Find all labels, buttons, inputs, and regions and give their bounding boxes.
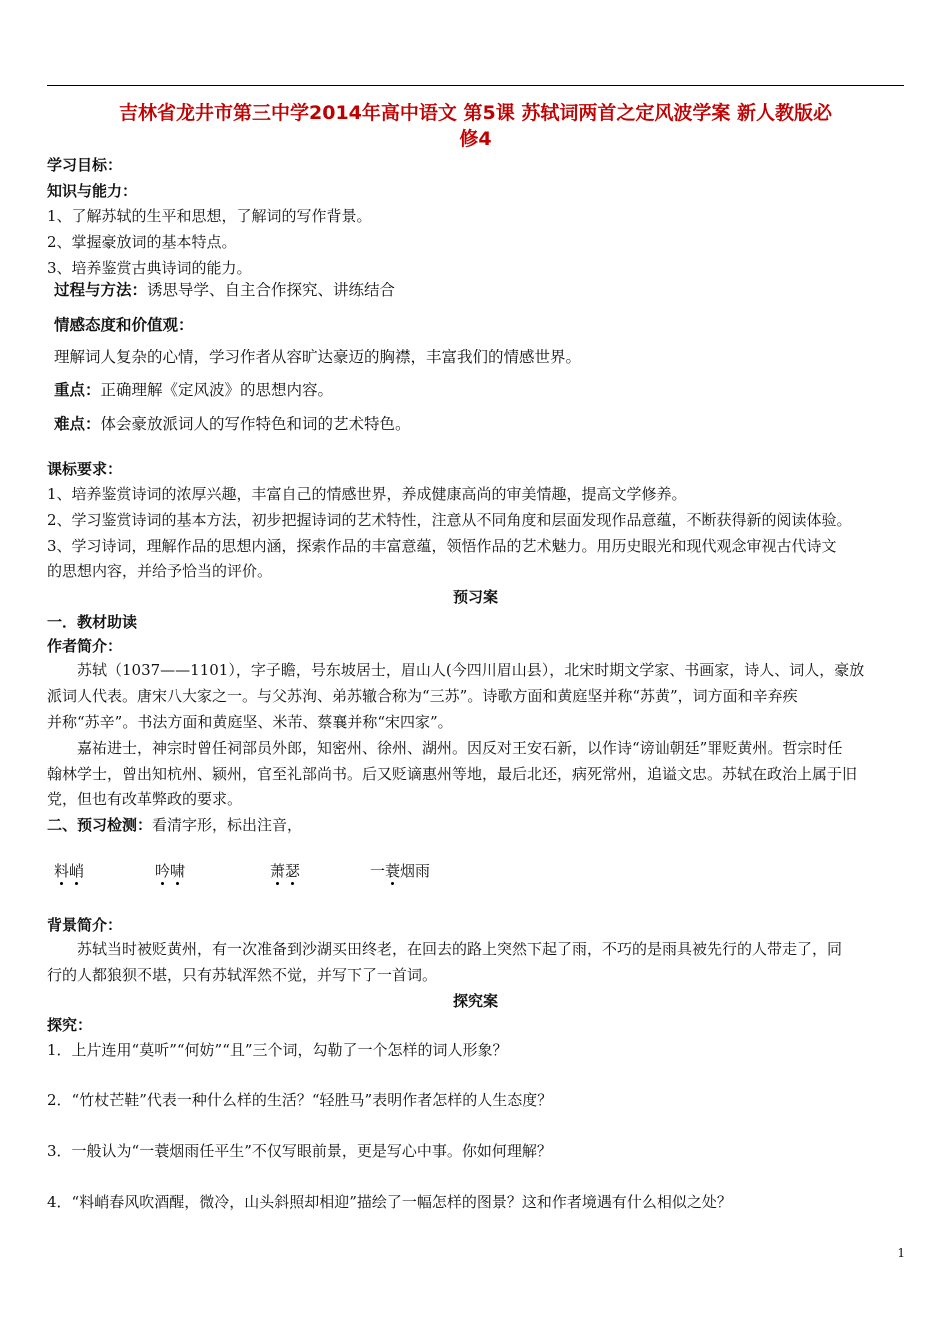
section2-label: 二、预习检测： [47, 816, 153, 834]
background-line-1: 苏轼当时被贬黄州，有一次准备到沙湖买田终老，在回去的路上突然下起了雨，不巧的是雨具被先行的人带走了，同 [77, 940, 843, 958]
knowledge-heading: 知识与能力： [47, 182, 138, 200]
author-line-4: 嘉祐进士，神宗时曾任祠部员外郎，知密州、徐州、湖州。因反对王安石新，以作诗“谤讪朝廷”罪贬黄州。哲宗时任 [77, 739, 843, 757]
standard-item-1: 1、培养鉴赏诗词的浓厚兴趣，丰富自己的情感世界，养成健康高尚的审美情趣，提高文学修养。 [47, 485, 687, 503]
question-2: 2．“竹杖芒鞋”代表一种什么样的生活？“轻胜马”表明作者怎样的人生态度？ [47, 1091, 553, 1109]
author-heading: 作者简介： [47, 637, 123, 655]
pinyin-word-4: 一蓑烟雨 [370, 862, 431, 880]
explore-heading: 探究案 [452, 992, 498, 1010]
author-line-6: 党，但也有改革弊政的要求。 [47, 790, 243, 808]
author-line-1: 苏轼（1037——1101），字子瞻，号东坡居士，眉山人(今四川眉山县），北宋时期文学家、书画家，诗人、词人，豪放 [77, 661, 865, 679]
standard-heading: 课标要求： [47, 460, 123, 478]
question-3: 3．一般认为“一蓑烟雨任平生”不仅写眼前景，更是写心中事。你如何理解？ [47, 1142, 552, 1160]
knowledge-item-1: 1、了解苏轼的生平和思想，了解词的写作背景。 [47, 207, 372, 225]
author-line-5: 翰林学士，曾出知杭州、颍州，官至礼部尚书。后又贬谪惠州等地，最后北还，病死常州，追谥文忠。苏轼在政治上属于旧 [47, 765, 858, 783]
pinyin-word-3: 萧瑟 [270, 862, 301, 880]
section2-text: 看清字形，标出注音， [152, 816, 303, 834]
knowledge-item-2: 2、掌握豪放词的基本特点。 [47, 233, 237, 251]
explore-label: 探究： [47, 1016, 93, 1034]
section1-heading: 一．教材助读 [47, 613, 138, 631]
author-line-3: 并称“苏辛”。书法方面和黄庭坚、米芾、蔡襄并称“宋四家”。 [47, 713, 453, 731]
process-line [54, 280, 914, 300]
goals-heading: 学习目标： [47, 156, 123, 174]
emotion-heading: 情感态度和价值观： [54, 316, 194, 334]
title-line-1: 吉林省龙井市第三中学2014年高中语文 第5课 苏轼词两首之定风波学案 新人教版必 [119, 102, 832, 124]
key-label: 重点： [54, 381, 101, 399]
page-number: 1 [897, 1246, 905, 1260]
difficulty-line [54, 414, 914, 434]
difficulty-text: 体会豪放派词人的写作特色和词的艺术特色。 [100, 415, 411, 433]
document-title [47, 100, 904, 152]
background-line-2: 行的人都狼狈不堪，只有苏轼浑然不觉，并写下了一首词。 [47, 966, 438, 984]
emotion-text: 理解词人复杂的心情，学习作者从容旷达豪迈的胸襟，丰富我们的情感世界。 [54, 348, 582, 366]
knowledge-item-3: 3、培养鉴赏古典诗词的能力。 [47, 259, 252, 277]
standard-item-2: 2、学习鉴赏诗词的基本方法，初步把握诗词的艺术特性，注意从不同角度和层面发现作品意蕴，不断获得新的阅读体验。 [47, 511, 852, 529]
key-text: 正确理解《定风波》的思想内容。 [100, 381, 334, 399]
question-4: 4．“料峭春风吹酒醒，微冷，山头斜照却相迎”描绘了一幅怎样的图景？这和作者境遇有什么相似之处？ [47, 1193, 732, 1211]
process-label: 过程与方法： [54, 281, 148, 299]
standard-item-3: 3、学习诗词，理解作品的思想内涵，探索作品的丰富意蕴，领悟作品的艺术魅力。用历史眼光和现代观念审视古代诗文 [47, 537, 837, 555]
difficulty-label: 难点： [54, 415, 101, 433]
background-heading: 背景简介： [47, 916, 123, 934]
pinyin-word-1: 料峭 [54, 862, 85, 880]
standard-item-3-cont: 的思想内容，并给予恰当的评价。 [47, 562, 273, 580]
author-line-2: 派词人代表。唐宋八大家之一。与父苏洵、弟苏辙合称为“三苏”。诗歌方面和黄庭坚并称“苏黄”，词方面和辛弃疾 [47, 687, 798, 705]
header-rule [47, 85, 904, 86]
section2-line [47, 815, 907, 835]
title-line-2: 修4 [459, 128, 492, 150]
question-1: 1．上片连用“莫听”“何妨”“且”三个词，勾勒了一个怎样的词人形象？ [47, 1041, 508, 1059]
process-text: 诱思导学、自主合作探究、讲练结合 [147, 281, 396, 299]
pinyin-word-2: 吟啸 [155, 862, 186, 880]
preview-heading: 预习案 [452, 588, 498, 606]
key-line [54, 380, 914, 400]
